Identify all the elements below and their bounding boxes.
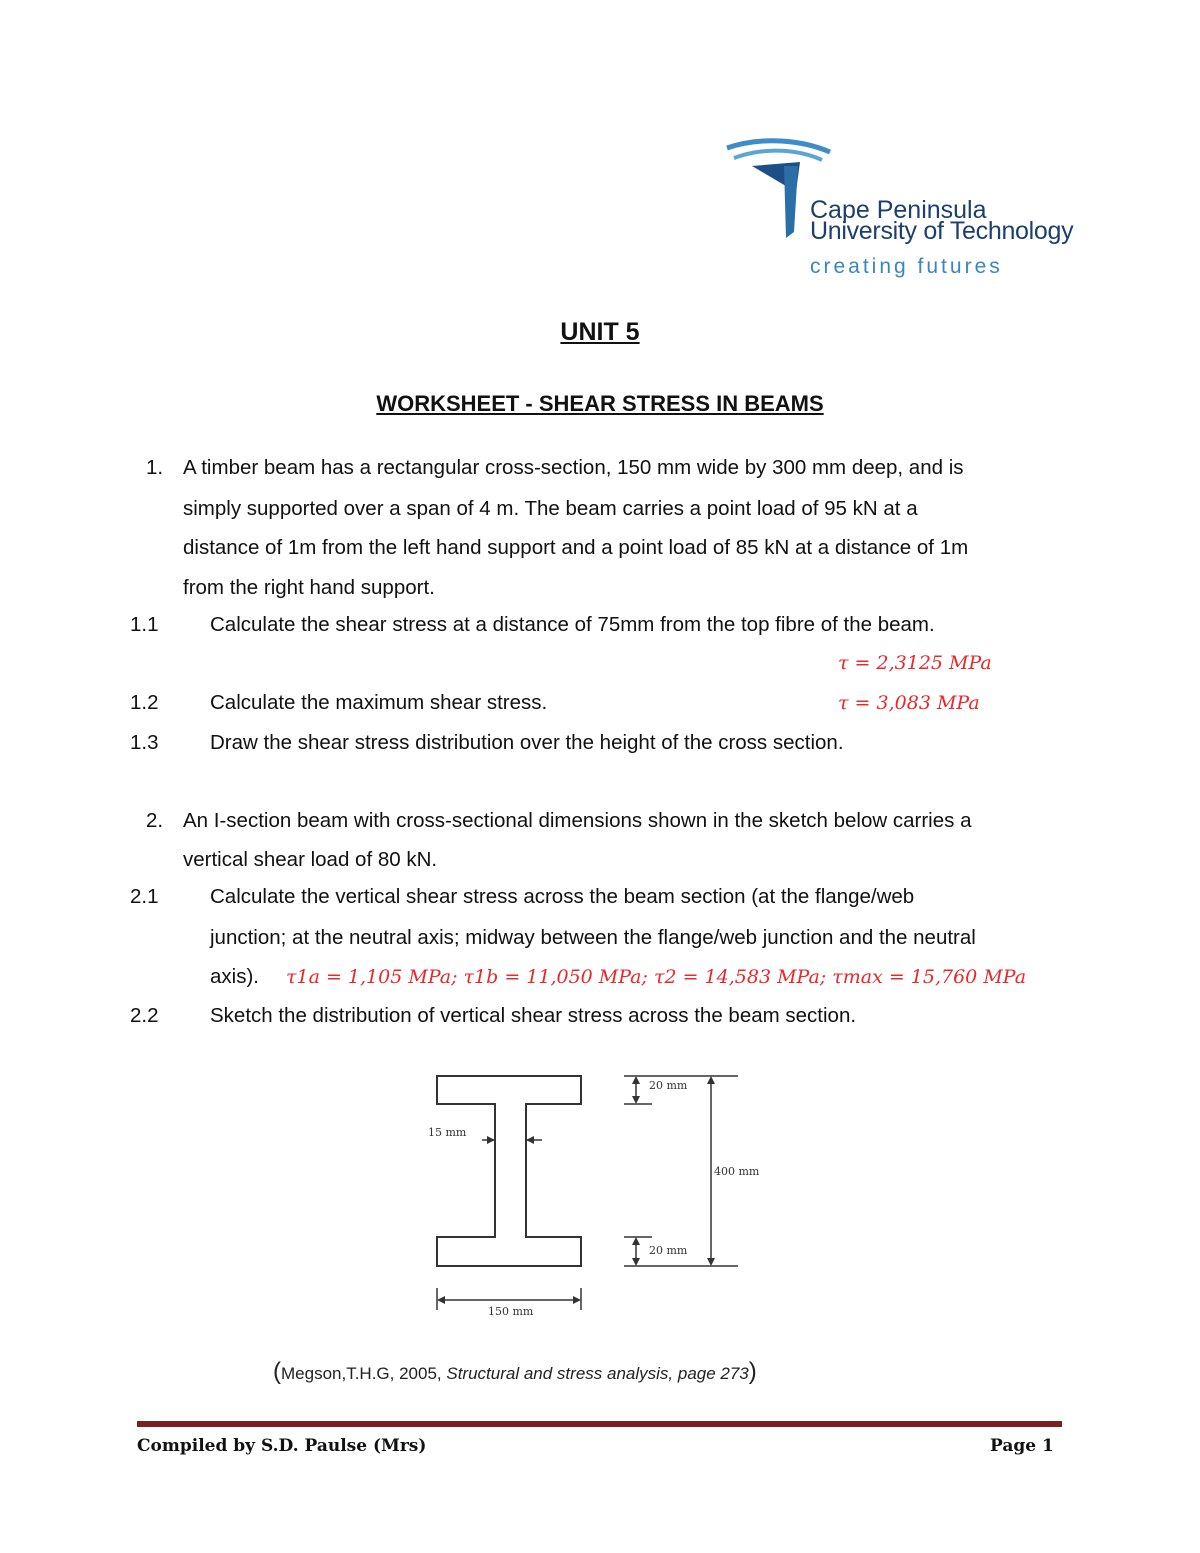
q1-1-number: 1.1	[130, 613, 159, 636]
q1-1-answer: τ = 2,3125 MPa	[838, 652, 992, 674]
q2-line-2: vertical shear load of 80 kN.	[183, 848, 438, 871]
citation-open-paren: (	[273, 1358, 281, 1385]
worksheet-subtitle: WORKSHEET - SHEAR STRESS IN BEAMS	[376, 391, 824, 416]
footer-page-number: Page 1	[990, 1436, 1054, 1456]
q1-line-2: simply supported over a span of 4 m. The beam carries a point load of 95 kN at a	[183, 497, 918, 520]
q2-1-number: 2.1	[130, 885, 159, 908]
width-label: 150 mm	[488, 1305, 534, 1318]
web-thickness-label: 15 mm	[428, 1126, 467, 1139]
q2-number: 2.	[146, 809, 164, 832]
q1-line-1: A timber beam has a rectangular cross-section, 150 mm wide by 300 mm deep, and is	[183, 456, 964, 479]
q1-3-text: Draw the shear stress distribution over the height of the cross section.	[210, 731, 844, 754]
logo-tagline: creating futures	[810, 255, 1003, 278]
i-beam-outline	[437, 1076, 581, 1266]
q1-3-number: 1.3	[130, 731, 159, 754]
q1-number: 1.	[146, 456, 164, 479]
q2-1-line-1: Calculate the vertical shear stress across the beam section (at the flange/web	[210, 885, 915, 908]
citation-close-paren: )	[748, 1358, 757, 1385]
citation-title: Structural and stress analysis, page 273	[446, 1364, 749, 1383]
q2-2-number: 2.2	[130, 1004, 159, 1027]
page-title: UNIT 5	[560, 318, 640, 346]
q1-line-4: from the right hand support.	[183, 576, 435, 599]
q2-2-text: Sketch the distribution of vertical shear stress across the beam section.	[210, 1004, 857, 1027]
footer-compiled-by: Compiled by S.D. Paulse (Mrs)	[137, 1436, 427, 1456]
q1-1-text: Calculate the shear stress at a distance of 75mm from the top fibre of the beam.	[210, 613, 935, 636]
q2-1-answer: τ1a = 1,105 MPa; τ1b = 11,050 MPa; τ2 = 14,583 MPa; τmax = 15,760 MPa	[286, 966, 1027, 988]
q2-1-line-2: junction; at the neutral axis; midway between the flange/web junction and the neutral	[210, 926, 976, 949]
q2-1-line-3: axis).	[210, 965, 259, 988]
footer-rule	[137, 1421, 1062, 1427]
q1-2-answer: τ = 3,083 MPa	[838, 692, 980, 714]
i-section-figure	[400, 1060, 800, 1330]
citation-author: Megson,T.H.G, 2005,	[281, 1364, 447, 1383]
top-flange-label: 20 mm	[649, 1079, 688, 1092]
citation	[273, 1358, 757, 1386]
q1-line-3: distance of 1m from the left hand support and a point load of 85 kN at a distance of 1m	[183, 536, 969, 559]
logo-line-1: Cape Peninsula	[810, 196, 987, 224]
q1-2-number: 1.2	[130, 691, 159, 714]
q1-2-text: Calculate the maximum shear stress.	[210, 691, 548, 714]
depth-label: 400 mm	[714, 1165, 760, 1178]
bottom-flange-label: 20 mm	[649, 1244, 688, 1257]
q2-line-1: An I-section beam with cross-sectional dimensions shown in the sketch below carries a	[183, 809, 972, 832]
logo-line-2: University of Technology	[810, 217, 1074, 245]
